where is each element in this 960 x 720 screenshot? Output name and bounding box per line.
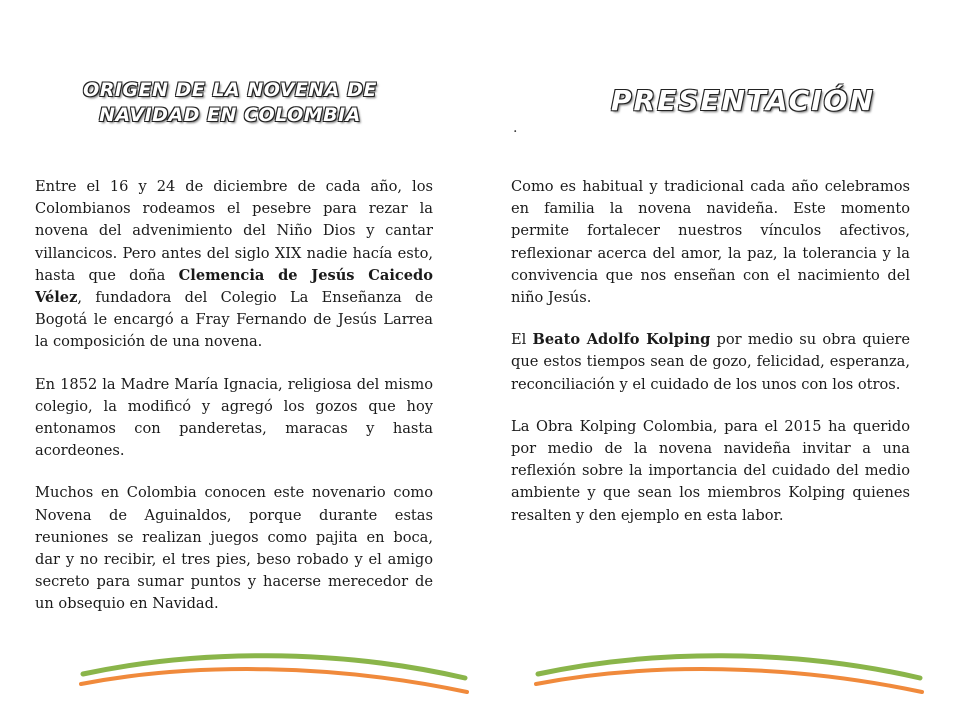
- left-p1-text-b: , fundadora del Colegio La Enseñanza de Bogotá le encargó a Fray Fernando de Jesús Larrea la composición de una novena.: [35, 289, 433, 351]
- left-title-line1: ORIGEN DE LA NOVENA DE: [83, 79, 377, 101]
- right-paragraph-1: Como es habitual y tradicional cada año celebramos en familia la novena navideña. Este momento permite fortalecer nuestros vínculos afectivos, reflexionar acerca del amor, la paz, la tolerancia y la convivencia que nos enseñan con el nacimiento del niño Jesús.: [511, 178, 910, 307]
- left-body: [35, 176, 433, 636]
- right-p2-text-a: El: [511, 331, 533, 349]
- left-title: [75, 78, 385, 128]
- decorative-swoosh-left: [75, 640, 475, 720]
- left-paragraph-2: En 1852 la Madre María Ignacia, religiosa del mismo colegio, la modificó y agregó los gozos que hoy entonamos con panderetas, maracas y hasta acordeones.: [35, 375, 433, 460]
- right-paragraph-3: La Obra Kolping Colombia, para el 2015 ha querido por medio de la novena navideña invitar a una reflexión sobre la importancia del cuidado del medio ambiente y que sean los miembros Kolping quienes resalten y den ejemplo en esta labor.: [511, 417, 910, 524]
- left-p1-text-a: Entre el 16 y 24 de diciembre de cada año, los Colombianos rodeamos el pesebre para rezar la novena del advenimiento del Niño Dios y cantar villancicos. Pero antes del siglo XIX nadie hacía esto, hasta que doña: [35, 178, 433, 284]
- swoosh-orange-stroke: [81, 669, 467, 692]
- right-paragraph-2: [511, 329, 910, 396]
- right-body: [511, 176, 910, 547]
- right-p2-bold: Beato Adolfo Kolping: [532, 331, 711, 349]
- right-p2-text-b: por medio su obra quiere que estos tiempos sean de gozo, felicidad, esperanza, reconciliación y el cuidado de los unos con los otros.: [511, 331, 910, 393]
- stray-dot: .: [513, 120, 518, 136]
- left-p1-bold: Clemencia de Jesús Caicedo Vélez: [35, 266, 433, 307]
- left-paragraph-3: Muchos en Colombia conocen este novenario como Novena de Aguinaldos, porque durante estas reuniones se realizan juegos como pajita en boca, dar y no recibir, el tres pies, beso robado y el amigo secreto para sumar puntos y hacerse merecedor de un obsequio en Navidad.: [35, 484, 433, 613]
- decorative-swoosh-right: [530, 640, 930, 720]
- swoosh-orange-stroke: [536, 669, 922, 692]
- left-paragraph-1: [35, 176, 433, 354]
- left-title-line2: NAVIDAD EN COLOMBIA: [99, 104, 361, 126]
- right-title: PRESENTACIÓN: [611, 84, 875, 117]
